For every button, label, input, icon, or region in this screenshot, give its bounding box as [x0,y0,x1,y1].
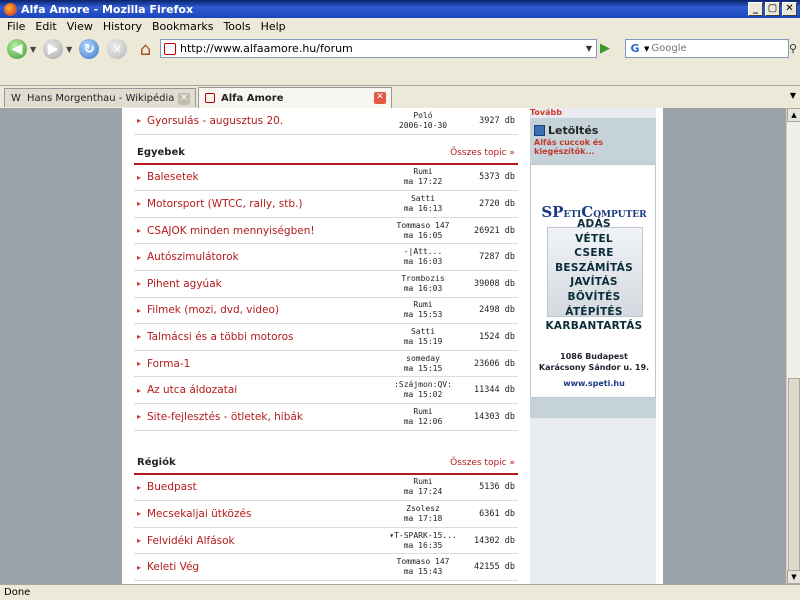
bullet-icon: ▸ [137,359,142,369]
last-post [384,504,462,524]
table-row [134,271,518,298]
menu-view[interactable]: View [66,19,93,33]
post-count: 14303 db [474,411,515,422]
window-controls [748,2,797,16]
post-count: 3927 db [479,115,515,126]
topic-link[interactable]: Az utca áldozatai [147,384,238,397]
section-header [134,135,518,165]
downloads-box [530,118,656,418]
last-post-time: ma 16:05 [403,230,443,240]
google-search-engine-icon[interactable]: G [630,41,640,55]
last-post-time: ma 16:03 [403,283,443,293]
topic-link[interactable]: Mecsekaljai ütközés [147,507,252,520]
page-body [122,108,663,584]
topic-link[interactable]: CSAJOK minden mennyiségben! [147,224,315,237]
page-viewport [0,108,786,584]
last-post-time: ma 15:02 [403,390,443,400]
topic-link[interactable]: Site-fejlesztés - ötletek, hibák [147,410,303,423]
last-post-user[interactable]: Satti [410,193,436,203]
topic-link[interactable]: Pihent agyúak [147,277,222,290]
ad-services: ADÁS VÉTEL CSERE BESZÁMÍTÁS JAVÍTÁS BŐVÍTÉS ÁTÉPÍTÉS KARBANTARTÁS [545,218,643,333]
table-row [134,351,518,378]
site-favicon-icon [204,92,216,104]
last-post-user[interactable]: Rumi [413,300,433,310]
menu-help[interactable]: Help [260,19,286,33]
back-button[interactable] [4,37,30,61]
stop-button[interactable] [104,37,130,61]
last-post-user[interactable]: Tommaso 147 [396,220,450,230]
last-post [384,407,462,427]
bookmarks-toolbar [0,64,800,86]
address-bar[interactable] [160,39,597,58]
downloads-header[interactable] [534,124,598,137]
post-count: 2720 db [479,198,515,209]
post-count: 7287 db [479,252,515,263]
bullet-icon: ▸ [137,279,142,289]
bullet-icon: ▸ [137,332,142,342]
post-count: 42155 db [474,562,515,573]
ad-address: 1086 Budapest Karácsony Sándor u. 19. [538,352,650,372]
table-row [134,324,518,351]
last-post [384,380,462,400]
reload-icon: ↻ [79,39,99,59]
last-post-time: ma 16:03 [403,257,443,267]
back-history-dropdown-icon[interactable]: ▼ [30,44,37,54]
section-rows [134,475,518,581]
tab-wikipedia[interactable] [4,88,196,107]
last-post [384,221,462,241]
bullet-icon: ▸ [137,305,142,315]
stop-icon: ✕ [107,39,127,59]
last-post-user[interactable]: Tommaso 147 [396,557,450,567]
last-post-user[interactable]: Rumi [413,167,433,177]
post-count: 11344 db [474,385,515,396]
last-post-time: ma 16:35 [403,540,443,550]
table-row [134,554,518,581]
last-post-user[interactable]: Satti [410,326,436,336]
last-post-time: 2006-10-30 [398,120,448,130]
table-row [134,528,518,555]
table-row [134,165,518,192]
table-row [134,244,518,271]
tab-label: Hans Morgenthau - Wikipédia [27,92,175,104]
table-row [134,475,518,502]
topic-link[interactable]: Talmácsi és a többi motoros [147,330,294,343]
bullet-icon: ▸ [137,536,142,546]
close-button[interactable]: ✕ [782,2,797,16]
last-post [384,247,462,267]
last-post-time: ma 15:15 [403,363,443,373]
bullet-icon: ▸ [137,562,142,572]
topic-link[interactable]: Felvidéki Alfások [147,534,235,547]
download-icon [534,125,545,136]
url-history-dropdown-icon[interactable]: ▼ [585,44,593,53]
last-post-time: ma 17:24 [403,487,443,497]
table-row [134,404,518,431]
topic-link[interactable]: Balesetek [147,171,199,184]
table-row [134,191,518,218]
downloads-subtitle[interactable]: Alfás cuccok és kiegészítők... [534,138,604,156]
all-topics-link[interactable]: Összes topic » [450,147,515,158]
section-title: Régiók [137,456,176,468]
post-count: 6361 db [479,508,515,519]
post-count: 14302 db [474,535,515,546]
last-post-user[interactable]: ▾T-SPARK-15... [389,530,457,540]
section-header [134,445,518,475]
last-post [384,354,462,374]
bullet-icon: ▸ [137,412,142,422]
post-count: 1524 db [479,331,515,342]
bullet-icon: ▸ [137,199,142,209]
forward-history-dropdown-icon[interactable]: ▼ [66,44,73,54]
table-row [134,218,518,245]
topic-link[interactable]: Forma-1 [147,357,191,370]
last-post-user[interactable]: Zsolesz [406,503,440,513]
table-row [134,377,518,404]
minimize-button[interactable]: _ [748,2,763,16]
last-post-user[interactable]: -|Att... [403,247,443,257]
firefox-icon [4,3,17,16]
search-box[interactable] [625,39,789,58]
scroll-thumb[interactable] [788,378,800,574]
post-count: 39008 db [474,278,515,289]
last-post-time: ma 12:06 [403,416,443,426]
menu-tools[interactable]: Tools [223,19,251,33]
menu-edit[interactable]: Edit [35,19,57,33]
topic-link[interactable]: Filmek (mozi, dvd, video) [147,304,280,317]
table-row [134,108,518,135]
window-title: Alfa Amore - Mozilla Firefox [21,2,194,16]
more-link[interactable]: Tovább [530,108,562,117]
all-topics-link[interactable]: Összes topic » [450,457,515,468]
right-sidebar [530,108,656,584]
section-title: Egyebek [137,146,185,158]
forward-arrow-icon: ▶ [43,39,63,59]
search-magnifier-icon[interactable]: ⚲ [789,42,798,55]
speti-computer-ad[interactable] [530,164,656,398]
menu-file[interactable]: File [7,19,26,33]
last-post [384,327,462,347]
search-input[interactable] [651,43,788,54]
topic-link[interactable]: Autószimulátorok [147,251,239,264]
scroll-up-icon[interactable]: ▲ [787,108,800,122]
search-engine-dropdown-icon[interactable]: ▼ [644,44,650,53]
post-count: 5136 db [479,482,515,493]
navigation-toolbar [0,34,800,64]
tab-bar [0,86,800,108]
last-post [384,274,462,294]
tab-close-icon[interactable]: ✕ [178,93,190,105]
topic-link[interactable]: Buedpast [147,481,197,494]
last-post-user[interactable]: Trombozis [401,273,445,283]
tab-close-icon[interactable]: ✕ [374,92,386,104]
post-count: 2498 db [479,305,515,316]
bullet-icon: ▸ [137,226,142,236]
window-titlebar [0,0,800,18]
go-arrow-icon[interactable]: ▶ [600,41,610,56]
bullet-icon: ▸ [137,172,142,182]
last-post [384,557,462,577]
bullet-icon: ▸ [137,509,142,519]
last-post-user[interactable]: Rumi [413,406,433,416]
post-count: 5373 db [479,172,515,183]
forward-button[interactable] [40,37,66,61]
last-post-user[interactable]: Rumi [413,477,433,487]
last-post [384,531,462,551]
post-count: 23606 db [474,358,515,369]
menu-history[interactable]: History [102,19,142,33]
last-post-time: ma 17:18 [403,513,443,523]
last-post [384,477,462,497]
wikipedia-icon: W [11,92,21,104]
bullet-icon: ▸ [137,482,142,492]
post-count: 26921 db [474,225,515,236]
ad-brand: SPETICOMPUTER [541,203,647,221]
ad-website[interactable]: www.speti.hu [563,379,625,388]
bullet-icon: ▸ [137,116,142,126]
table-row [134,501,518,528]
last-post-user[interactable]: Poló [413,110,433,120]
menu-bar [0,18,800,34]
last-post-time: ma 16:13 [403,203,443,213]
site-favicon-icon [164,43,176,55]
last-post-time: ma 15:53 [403,310,443,320]
last-post-user[interactable]: :Szájmon:QV: [394,380,452,390]
tab-label: Alfa Amore [221,92,284,104]
back-arrow-icon: ◀ [7,39,27,59]
last-post-time: ma 15:43 [403,567,443,577]
home-button[interactable] [132,37,158,61]
status-text: Done [4,587,31,598]
url-input[interactable] [180,42,582,55]
maximize-button[interactable]: ▢ [765,2,780,16]
forum-topic-list [134,108,518,581]
last-post [384,300,462,320]
menu-bookmarks[interactable]: Bookmarks [151,19,214,33]
last-post [384,111,462,131]
topic-link[interactable]: Gyorsulás - augusztus 20. [147,114,284,127]
tab-list-dropdown-icon[interactable]: ▼ [789,91,796,100]
downloads-title: Letöltés [548,124,599,137]
status-bar [0,584,800,600]
reload-button[interactable] [76,37,102,61]
bullet-icon: ▸ [137,252,142,262]
table-row [134,298,518,325]
last-post-time: ma 15:19 [403,336,443,346]
home-icon: ⌂ [139,38,152,60]
tab-alfa-amore[interactable] [198,87,392,108]
bullet-icon: ▸ [137,385,142,395]
last-post [384,194,462,214]
last-post-time: ma 17:22 [403,177,443,187]
section-rows [134,165,518,431]
topic-link[interactable]: Keleti Vég [147,561,200,574]
sidebar-lower [530,418,656,584]
last-post [384,167,462,187]
topic-link[interactable]: Motorsport (WTCC, rally, stb.) [147,197,303,210]
scroll-down-icon[interactable]: ▼ [787,570,800,584]
vertical-scrollbar[interactable] [786,108,800,584]
last-post-user[interactable]: someday [406,353,440,363]
